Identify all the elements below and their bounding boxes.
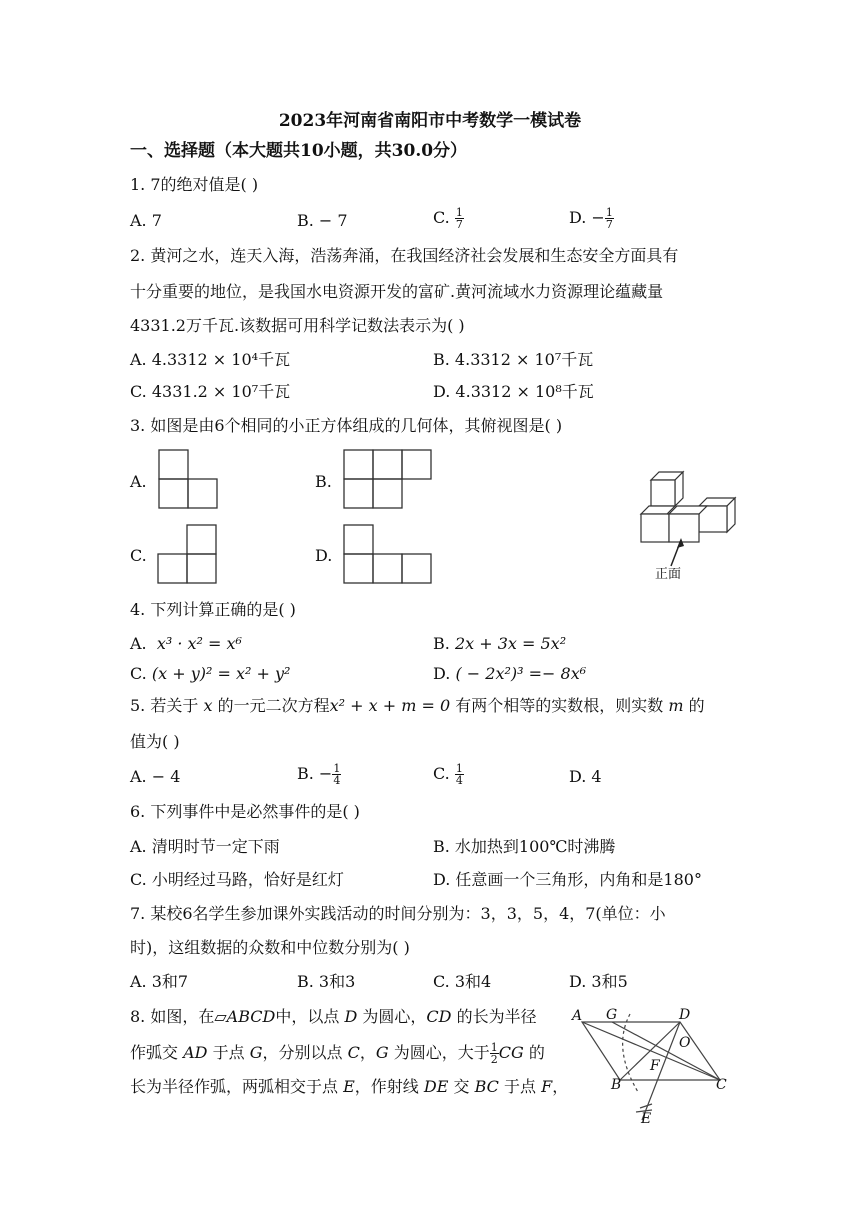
q5-option-a: A. − 4 [130,767,181,786]
front-view-label: 正面 [655,567,682,582]
q7-option-a: A. 3和7 [130,972,189,991]
q3-option-b-label: B. [315,472,332,491]
q5-line-2: 值为( ) [130,732,180,751]
q4-stem: 4. 下列计算正确的是( ) [130,600,296,619]
q4-option-c: C. (x + y)² = x² + y² [130,664,291,683]
q5-option-c: C. $\frac{1}{4}$ [433,762,463,787]
q8-line-2: 作弧交 AD 于点 G，分别以点 C，G 为圆心，大于 $\frac{1}{2}$ CG 的 [130,1041,545,1066]
point-d-label: D [679,1007,691,1023]
q8-line-1: 8. 如图，在▱ABCD中，以点 D 为圆心，CD 的长为半径 [130,1007,537,1026]
q2-line-3: 4331.2万千瓦.该数据可用科学记数法表示为( ) [130,316,465,335]
q7-option-d: D. 3和5 [569,972,628,991]
section-heading: 一、选择题（本大题共10小题，共30.0分） [130,141,468,161]
q1-option-c: C. $\frac{1}{7}$ [433,206,463,231]
q5-line-1: 5. 若关于 x 的一元二次方程x² + x + m = 0 有两个相等的实数根，则实数 m 的 [130,696,705,715]
q7-line-1: 7. 某校6名学生参加课外实践活动的时间分别为：3，3，5，4，7(单位：小 [130,904,666,923]
point-b-label: B [611,1077,622,1093]
q6-option-c: C. 小明经过马路，恰好是红灯 [130,870,344,889]
q2-option-a: A. 4.3312 × 10⁴千瓦 [130,350,291,369]
point-e-label: E [641,1111,652,1127]
q4-option-b: B. 2x + 3x = 5x² [433,634,567,653]
q3-solid-figure [637,466,742,566]
q5-option-b: B. − $\frac{1}{4}$ [297,762,341,787]
q6-option-a: A. 清明时节一定下雨 [130,837,280,856]
q1-option-b: B. − 7 [297,211,348,230]
q2-line-2: 十分重要的地位，是我国水电资源开发的富矿.黄河流域水力资源理论蕴藏量 [130,282,664,301]
q6-option-d: D. 任意画一个三角形，内角和是180° [433,870,702,889]
q3-option-c-label: C. [130,546,147,565]
q2-option-b: B. 4.3312 × 10⁷千瓦 [433,350,594,369]
point-o-label: O [679,1035,691,1051]
q1-option-a: A. 7 [130,211,162,230]
q3-option-a-figure [158,449,220,509]
q3-option-a-label: A. [130,472,147,491]
point-c-label: C [716,1077,727,1093]
point-g-label: G [606,1007,618,1023]
q3-option-c-figure [157,524,219,584]
q3-option-d-label: D. [315,546,333,565]
q3-stem: 3. 如图是由6个相同的小正方体组成的几何体，其俯视图是( ) [130,416,563,435]
q2-option-d: D. 4.3312 × 10⁸千瓦 [433,382,594,401]
point-f-label: F [650,1058,660,1074]
q6-option-b: B. 水加热到100℃时沸腾 [433,837,616,856]
q4-option-d: D. ( − 2x²)³ =− 8x⁶ [433,664,587,683]
q2-line-1: 2. 黄河之水，连天入海，浩荡奔涌，在我国经济社会发展和生态安全方面具有 [130,246,679,265]
q1-option-d: D. − $\frac{1}{7}$ [569,206,613,231]
point-a-label: A [572,1008,583,1024]
q6-stem: 6. 下列事件中是必然事件的是( ) [130,802,360,821]
q4-option-a: A. x³ · x² = x⁶ [130,634,242,653]
q7-option-b: B. 3和3 [297,972,356,991]
q5-option-d: D. 4 [569,767,602,786]
q2-option-c: C. 4331.2 × 10⁷千瓦 [130,382,291,401]
q7-option-c: C. 3和4 [433,972,492,991]
q3-option-b-figure [343,449,433,509]
page-title: 2023年河南省南阳市中考数学一模试卷 [278,111,582,131]
q3-option-d-figure [343,524,433,584]
q1-stem: 1. 7的绝对值是( ) [130,175,259,194]
q8-line-3: 长为半径作弧，两弧相交于点 E，作射线 DE 交 BC 于点 F， [130,1077,569,1096]
q7-line-2: 时)，这组数据的众数和中位数分别为( ) [130,938,410,957]
